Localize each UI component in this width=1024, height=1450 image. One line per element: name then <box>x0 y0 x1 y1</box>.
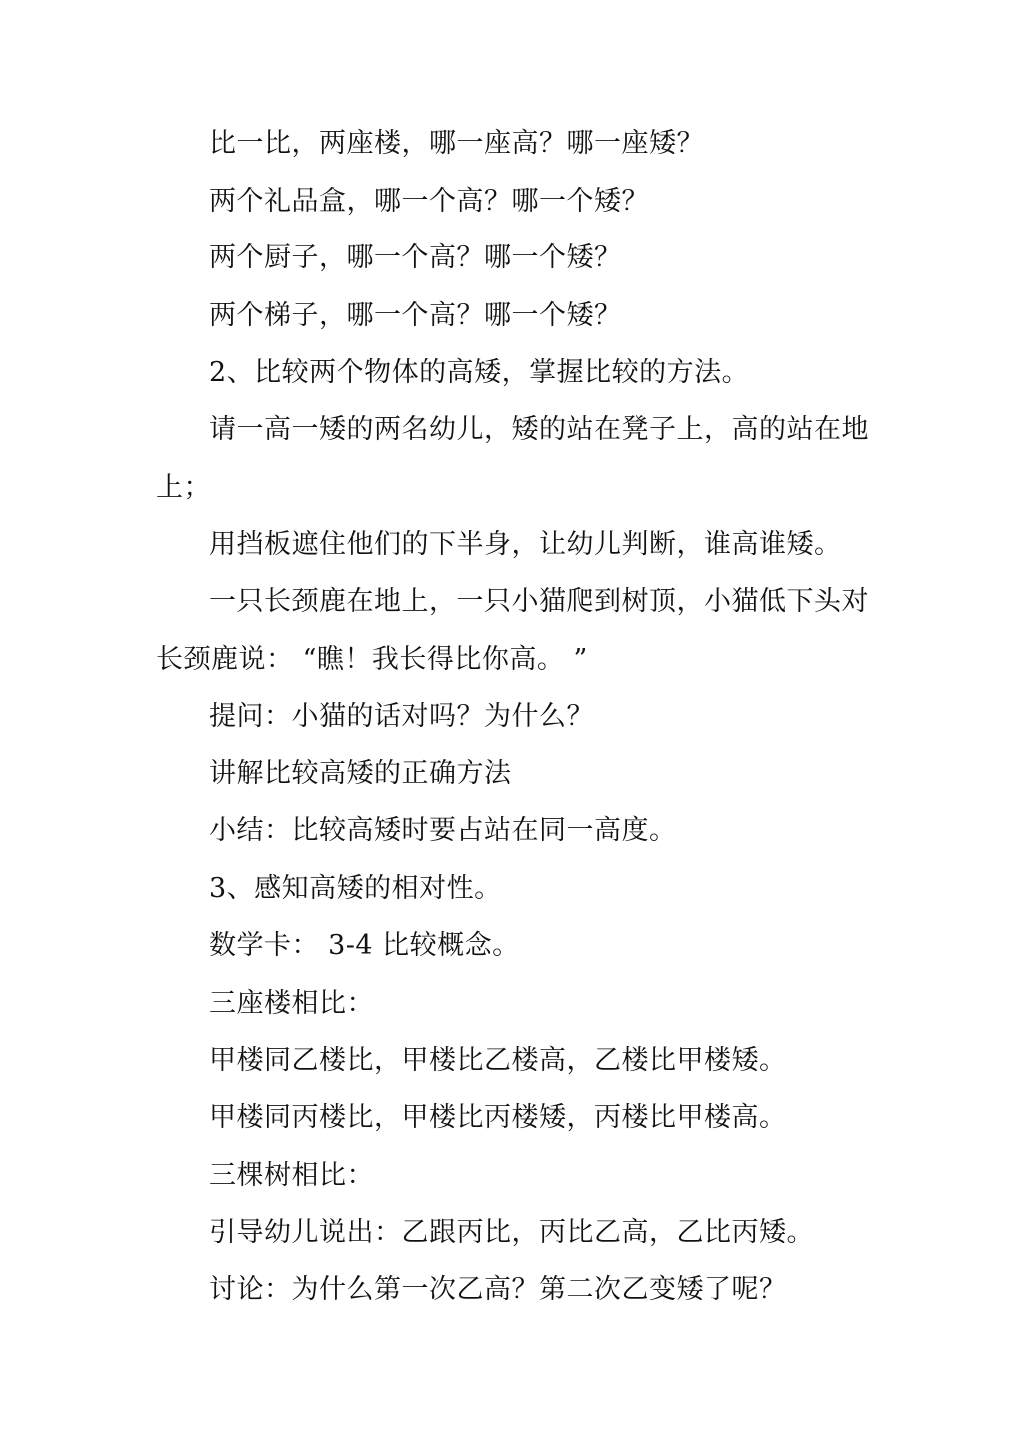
paragraph-line: 甲楼同丙楼比，甲楼比丙楼矮，丙楼比甲楼高。 <box>209 1102 787 1133</box>
paragraph-line-continued: 上； <box>156 472 211 503</box>
paragraph-line: 比一比，两座楼，哪一座高？哪一座矮？ <box>209 128 704 159</box>
paragraph-line-continued: 长颈鹿说： “瞧！我长得比你高。 ” <box>156 644 588 675</box>
paragraph-line: 讨论：为什么第一次乙高？第二次乙变矮了呢？ <box>209 1274 787 1305</box>
paragraph-line: 小结：比较高矮时要占站在同一高度。 <box>209 815 677 846</box>
paragraph-line: 数学卡： 3-4 比较概念。 <box>209 930 520 961</box>
paragraph-line: 提问：小猫的话对吗？为什么？ <box>209 701 594 732</box>
section-heading: 3、感知高矮的相对性。 <box>209 873 502 904</box>
paragraph-line: 引导幼儿说出：乙跟丙比，丙比乙高，乙比丙矮。 <box>209 1217 814 1248</box>
paragraph-line: 三座楼相比： <box>209 988 374 1019</box>
paragraph-line: 一只长颈鹿在地上，一只小猫爬到树顶，小猫低下头对 <box>209 586 869 617</box>
paragraph-line: 两个礼品盒，哪一个高？哪一个矮？ <box>209 186 649 217</box>
paragraph-line: 讲解比较高矮的正确方法 <box>209 758 512 789</box>
paragraph-line: 三棵树相比： <box>209 1160 374 1191</box>
paragraph-line: 两个梯子，哪一个高？哪一个矮？ <box>209 300 622 331</box>
section-heading: 2、比较两个物体的高矮，掌握比较的方法。 <box>209 357 750 388</box>
paragraph-line: 甲楼同乙楼比，甲楼比乙楼高，乙楼比甲楼矮。 <box>209 1045 787 1076</box>
paragraph-line: 两个厨子，哪一个高？哪一个矮？ <box>209 242 622 273</box>
paragraph-line: 请一高一矮的两名幼儿，矮的站在凳子上，高的站在地 <box>209 414 869 445</box>
paragraph-line: 用挡板遮住他们的下半身，让幼儿判断，谁高谁矮。 <box>209 529 842 560</box>
